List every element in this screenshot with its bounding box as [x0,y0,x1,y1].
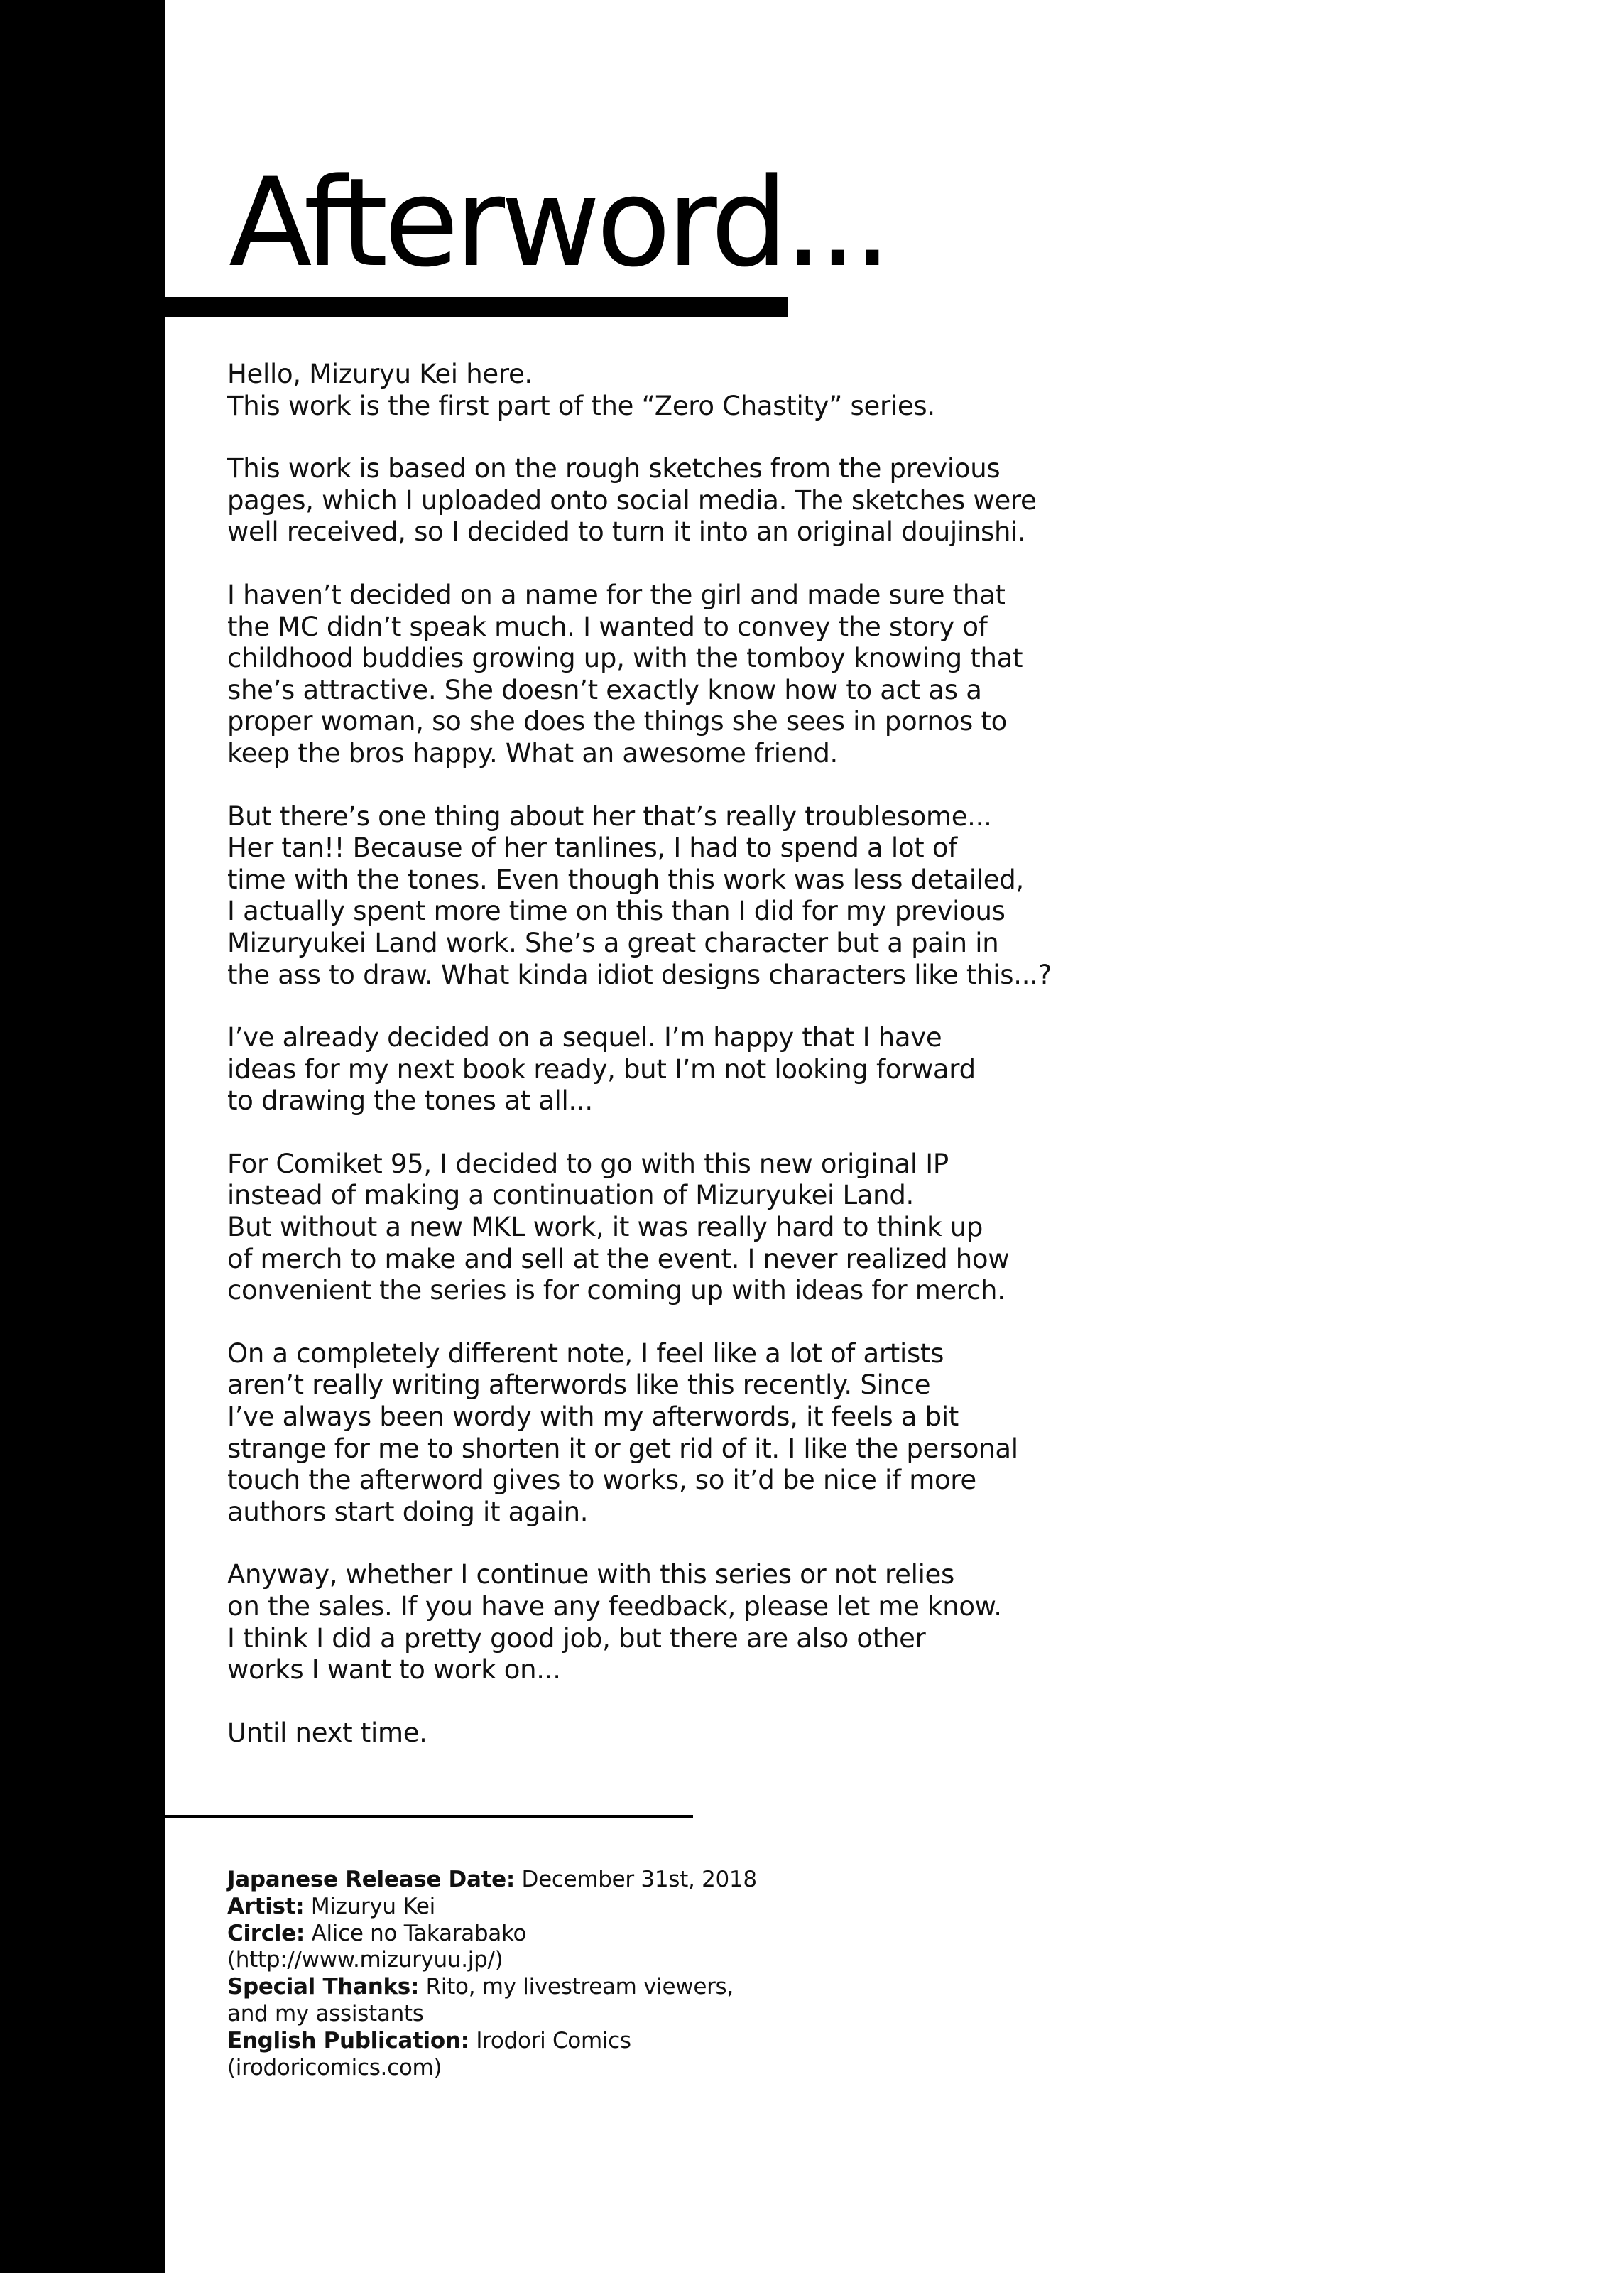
credit-value: Rito, my livestream viewers, [425,1974,734,2000]
text-line: on the sales. If you have any feedback, please let me know. [227,1591,1002,1622]
credit-value: Irodori Comics [476,2027,631,2054]
credit-publication [227,2028,1079,2055]
text-line: keep the bros happy. What an awesome friend. [227,737,838,769]
text-line: the ass to draw. What kinda idiot designs characters like this...? [227,959,1052,990]
text-line: For Comiket 95, I decided to go with this new original IP [227,1148,949,1179]
text-line: pages, which I uploaded onto social media. The sketches were [227,484,1037,516]
text-line: touch the afterword gives to works, so it’d be nice if more [227,1465,976,1496]
text-line: I’ve already decided on a sequel. I’m happy that I have [227,1022,942,1053]
text-line: ideas for my next book ready, but I’m not looking forward [227,1053,976,1085]
credit-label: Artist: [227,1893,305,1919]
credit-special-thanks [227,1974,1079,2001]
text-line: works I want to work on... [227,1654,561,1686]
text-line: This work is the first part of the “Zero Chastity” series. [227,390,935,421]
paragraph-afterwords [227,1338,1079,1529]
text-line: well received, so I decided to turn it into an original doujinshi. [227,516,1026,548]
paragraph-sequel [227,1022,1079,1117]
text-line: proper woman, so she does the things she sees in pornos to [227,706,1008,737]
text-line: I’ve always been wordy with my afterwords, it feels a bit [227,1401,959,1433]
paragraph-tan [227,801,1079,992]
page-title: Afterword... [229,151,888,294]
credit-value: December 31st, 2018 [521,1867,757,1892]
credit-label: Circle: [227,1920,305,1946]
text-line: authors start doing it again. [227,1496,589,1527]
text-line: But there’s one thing about her that’s really troublesome... [227,801,992,832]
text-line: Until next time. [227,1717,427,1748]
text-line: of merch to make and sell at the event. I never realized how [227,1243,1010,1274]
credit-value: Alice no Takarabako [311,1920,527,1946]
text-line: I actually spent more time on this than I did for my previous [227,896,1006,927]
paragraph-origin [227,453,1079,548]
text-line: aren’t really writing afterwords like this recently. Since [227,1369,931,1401]
text-line: strange for me to shorten it or get rid of it. I like the personal [227,1433,1018,1464]
text-line: childhood buddies growing up, with the tomboy knowing that [227,643,1023,674]
credit-publication-url: (irodoricomics.com) [227,2054,442,2081]
text-line: On a completely different note, I feel like a lot of artists [227,1338,944,1369]
afterword-body [227,359,1079,1780]
paragraph-sales [227,1559,1079,1686]
text-line: she’s attractive. She doesn’t exactly know how to act as a [227,674,982,705]
text-line: I haven’t decided on a name for the girl and made sure that [227,579,1006,610]
credit-release-date [227,1867,1079,1894]
left-black-bar [0,0,165,2273]
text-line: Hello, Mizuryu Kei here. [227,359,533,389]
text-line: instead of making a continuation of Mizuryukei Land. [227,1180,914,1211]
credit-label: Special Thanks: [227,1974,420,2000]
credit-artist [227,1894,1079,1921]
title-underline [165,297,788,317]
text-line: Her tan!! Because of her tanlines, I had to spend a lot of [227,832,957,864]
credit-circle-url: (http://www.mizuryuu.jp/) [227,1947,503,1973]
credits-block [227,1867,1079,2081]
paragraph-closing [227,1718,1079,1749]
text-line: Mizuryukei Land work. She’s a great character but a pain in [227,927,999,958]
credit-circle [227,1921,1079,1948]
text-line: But without a new MKL work, it was really hard to think up [227,1212,983,1243]
text-line: This work is based on the rough sketches from the previous [227,453,1001,484]
text-line: Anyway, whether I continue with this series or not relies [227,1559,954,1590]
credit-special-thanks-cont: and my assistants [227,2000,424,2027]
credit-value: Mizuryu Kei [310,1893,435,1919]
text-line: to drawing the tones at all... [227,1085,593,1117]
credits-divider [165,1815,693,1818]
paragraph-character [227,580,1079,770]
credit-label: Japanese Release Date: [227,1867,515,1892]
paragraph-greeting [227,359,1079,422]
text-line: the MC didn’t speak much. I wanted to convey the story of [227,611,988,642]
paragraph-comiket [227,1149,1079,1307]
credit-label: English Publication: [227,2027,469,2054]
text-line: I think I did a pretty good job, but there are also other [227,1622,926,1654]
text-line: time with the tones. Even though this work was less detailed, [227,864,1024,895]
text-line: convenient the series is for coming up with ideas for merch. [227,1275,1006,1306]
